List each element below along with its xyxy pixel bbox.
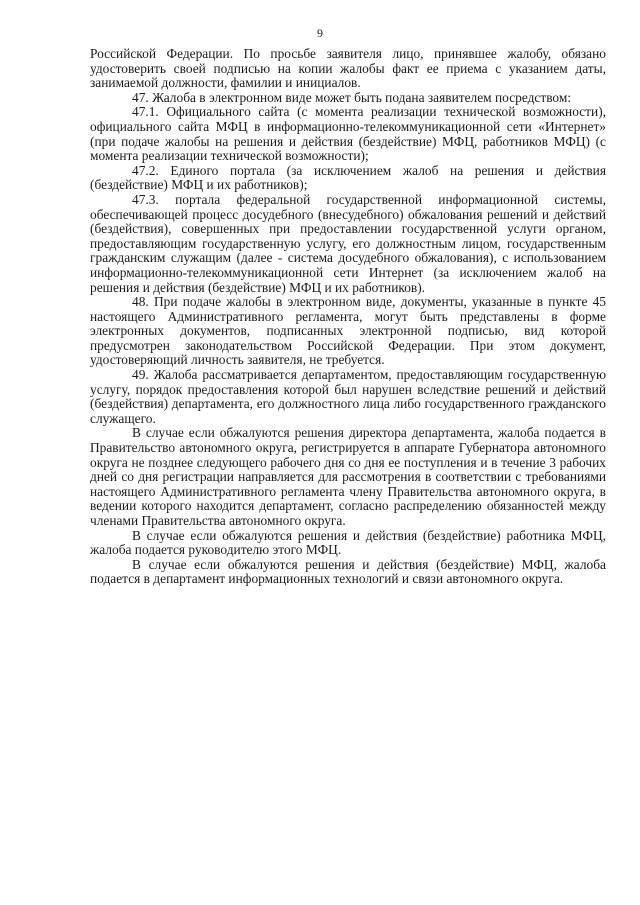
paragraph-mfc-appeal: В случае если обжалуются решения и действия (бездействие) МФЦ, жалоба подается в департамент информационных технологий и связи автономного округа. [90,556,606,587]
paragraph-continuation: Российской Федерации. По просьбе заявителя лицо, принявшее жалобу, обязано удостоверить своей подписью на копии жалобы факт ее приема с указанием даты, занимаемой должности, фамилии и инициалов. [90,46,606,91]
paragraph-47: 47. Жалоба в электронном виде может быть подана заявителем посредством: [132,89,572,105]
page-number: 9 [317,26,323,40]
document-body [90,47,606,587]
paragraph-48: 48. При подаче жалобы в электронном виде, документы, указанные в пункте 45 настоящего Административного регламента, могут быть представлены в форме электронных документов, подписанных электронной подписью, вид которой предусмотрен законодательством Российской Федерации. При этом документ, удостоверяющий личность заявителя, не требуется. [90,294,606,368]
paragraph-mfc-employee-appeal: В случае если обжалуются решения и действия (бездействие) работника МФЦ, жалоба подается руководителю этого МФЦ. [90,527,606,558]
paragraph-47-3: 47.3. портала федеральной государственной информационной системы, обеспечивающей процесс досудебного (внесудебного) обжалования решений и действий (бездействия), совершенных при предоставлении государственной услуги органом, предоставляющим государственную услугу, его должностным лицом, государственным гражданским служащим (далее - система досудебного обжалования), с использованием информационно-телекоммуникационной сети Интернет (за исключением жалоб на решения и действия (бездействие) МФЦ и их работников). [90,191,606,295]
paragraph-47-2: 47.2. Единого портала (за исключением жалоб на решения и действия (бездействие) МФЦ и их работников); [90,162,606,193]
paragraph-47-1: 47.1. Официального сайта (с момента реализации технической возможности), официального сайта МФЦ в информационно-телекоммуникационной сети «Интернет» (при подаче жалобы на решения и действия (бездействие) МФЦ, работников МФЦ) (с момента реализации технической возможности); [90,104,606,164]
paragraph-director-appeal: В случае если обжалуются решения директора департамента, жалоба подается в Правительство автономного округа, регистрируется в аппарате Губернатора автономного округа не позднее следующего рабочего дня со дня ее поступления и в течение 3 рабочих дней со дня регистрации направляется для рассмотрения в соответствии с требованиями настоящего Административного регламента члену Правительства автономного округа, в ведении которого находится департамент, согласно распределению обязанностей между членами Правительства автономного округа. [90,425,606,528]
paragraph-49: 49. Жалоба рассматривается департаментом, предоставляющим государственную услугу, порядок предоставления которой был нарушен вследствие решений и действий (бездействия) департамента, его должностного лица либо государственного гражданского служащего. [90,367,606,426]
